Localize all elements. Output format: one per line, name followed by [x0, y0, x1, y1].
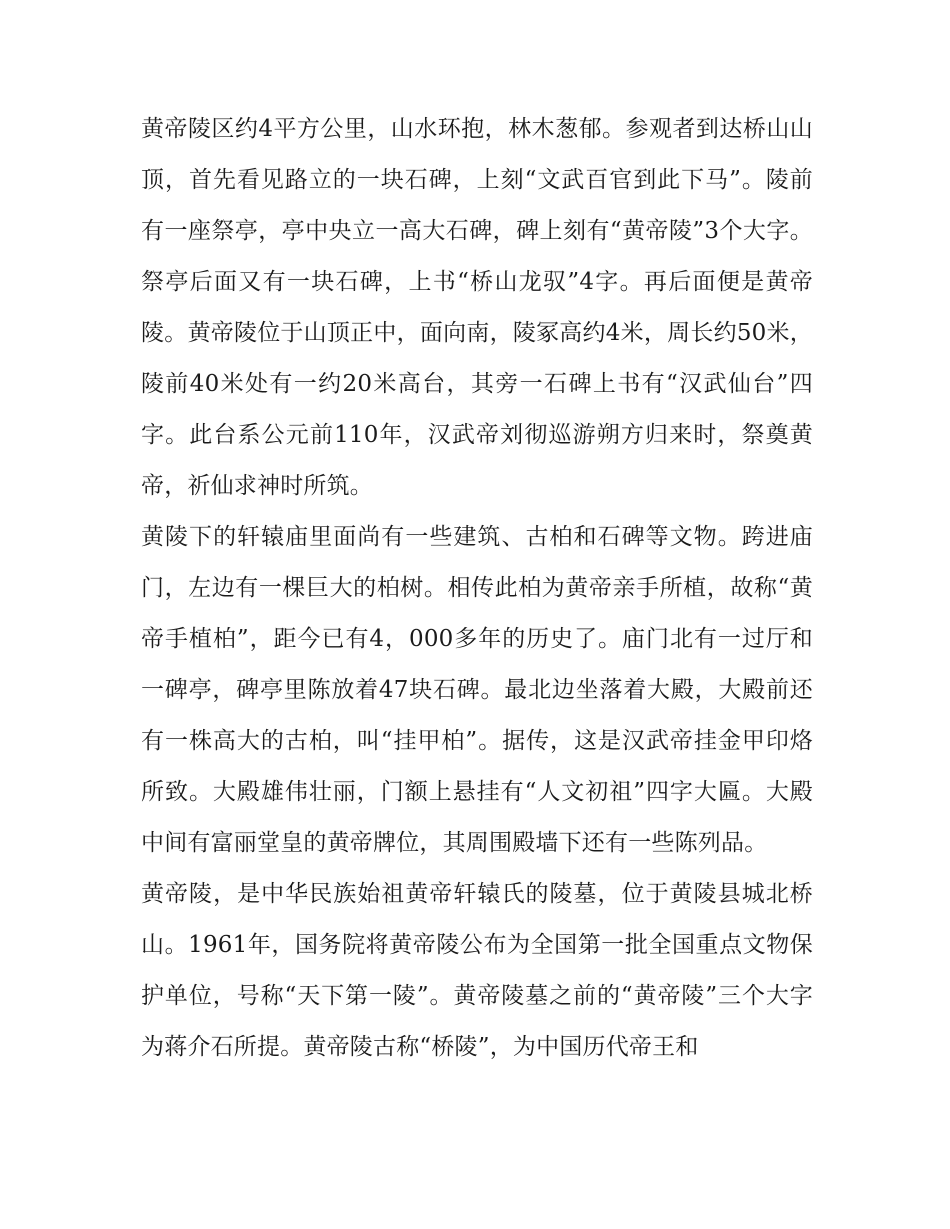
paragraph-1: 黄帝陵区约4平方公里，山水环抱，林木葱郁。参观者到达桥山山顶，首先看见路立的一块石碑，上刻“文武百官到此下马”。陵前有一座祭亭，亭中央立一高大石碑，碑上刻有“黄帝陵”3个大字。祭亭后面又有一块石碑，上书“桥山龙驭”4字。再后面便是黄帝陵。黄帝陵位于山顶正中，面向南，陵冢高约4米，周长约50米，陵前40米处有一约20米高台，其旁一石碑上书有“汉武仙台”四字。此台系公元前110年，汉武帝刘彻巡游朔方归来时，祭奠黄帝，祈仙求神时所筑。 [141, 116, 813, 499]
document-body [141, 104, 813, 1073]
paragraph-2: 黄陵下的轩辕庙里面尚有一些建筑、古柏和石碑等文物。跨进庙门，左边有一棵巨大的柏树。相传此柏为黄帝亲手所植，故称“黄帝手植柏”，距今已有4，000多年的历史了。庙门北有一过厅和一碑亭，碑亭里陈放着47块石碑。最北边坐落着大殿，大殿前还有一株高大的古柏，叫“挂甲柏”。据传，这是汉武帝挂金甲印烙所致。大殿雄伟壮丽，门额上悬挂有“人文初祖”四字大匾。大殿中间有富丽堂皇的黄帝牌位，其周围殿墙下还有一些陈列品。 [141, 524, 813, 856]
paragraph-3: 黄帝陵，是中华民族始祖黄帝轩辕氏的陵墓，位于黄陵县城北桥山。1961年，国务院将黄帝陵公布为全国第一批全国重点文物保护单位，号称“天下第一陵”。黄帝陵墓之前的“黄帝陵”三个大字为蒋介石所提。黄帝陵古称“桥陵”，为中国历代帝王和 [141, 881, 813, 1060]
